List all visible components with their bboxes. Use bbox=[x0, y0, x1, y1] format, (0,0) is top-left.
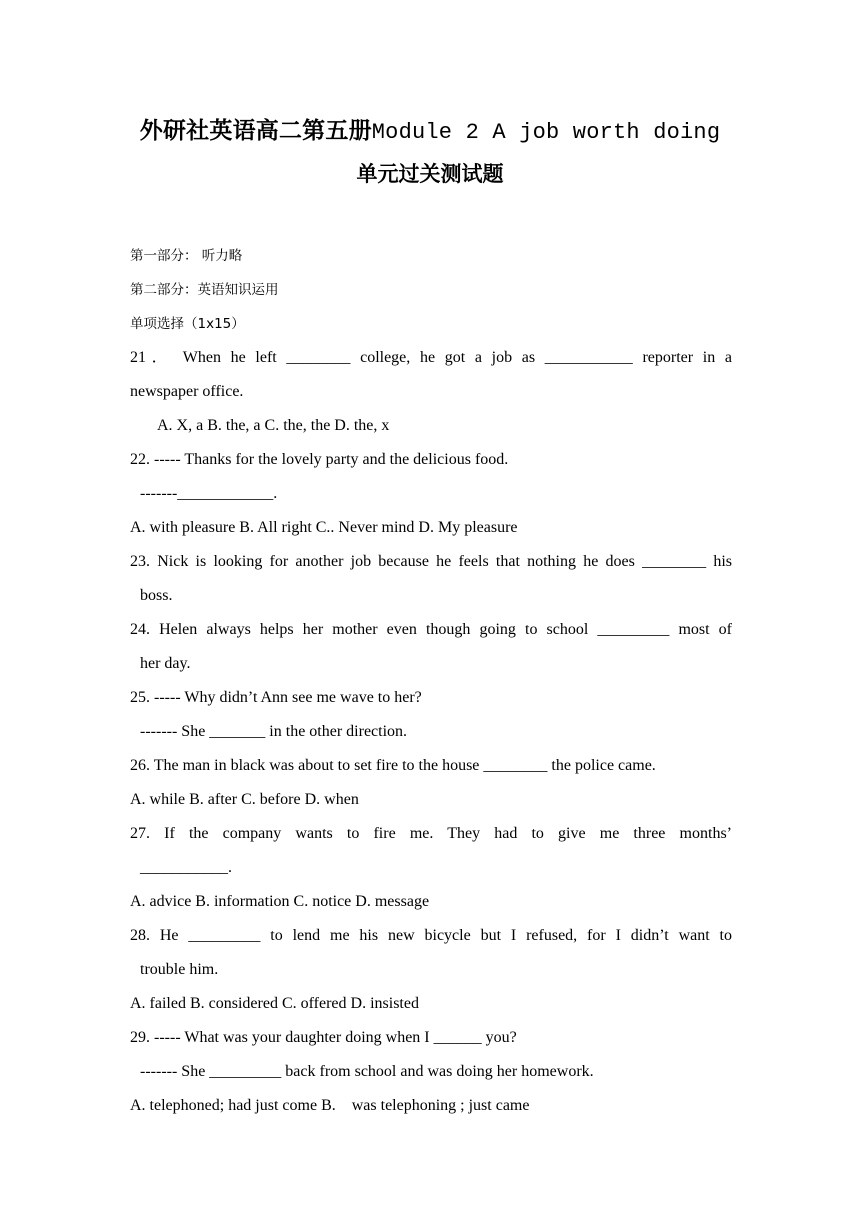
question-29-reply: ------- She _________ back from school and was doing her homework. bbox=[140, 1063, 594, 1080]
question-27-cont: ___________. bbox=[140, 859, 232, 876]
question-24-cont: her day. bbox=[140, 655, 191, 672]
section-single-choice: 单项选择（1x15） bbox=[130, 316, 245, 332]
question-29-options: A. telephoned; had just come B. was telephoning ; just came bbox=[130, 1097, 530, 1114]
question-26-options: A. while B. after C. before D. when bbox=[130, 791, 359, 808]
title-module: Module 2 A job worth doing bbox=[371, 120, 721, 145]
question-25: 25. ----- Why didn’t Ann see me wave to her? bbox=[130, 689, 422, 706]
question-21-cont: newspaper office. bbox=[130, 383, 244, 400]
question-28-options: A. failed B. considered C. offered D. insisted bbox=[130, 995, 419, 1012]
question-22: 22. ----- Thanks for the lovely party and the delicious food. bbox=[130, 451, 509, 468]
section-part1: 第一部分： 听力略 bbox=[130, 248, 243, 264]
document-subtitle: 单元过关测试题 bbox=[356, 162, 504, 186]
question-23: 23. Nick is looking for another job because he feels that nothing he does ________ his bbox=[130, 553, 732, 570]
question-24: 24. Helen always helps her mother even though going to school _________ most of bbox=[130, 621, 732, 638]
question-26: 26. The man in black was about to set fire to the house ________ the police came. bbox=[130, 757, 656, 774]
question-29: 29. ----- What was your daughter doing when I ______ you? bbox=[130, 1029, 517, 1046]
question-28-cont: trouble him. bbox=[140, 961, 219, 978]
question-22-options: A. with pleasure B. All right C.. Never mind D. My pleasure bbox=[130, 519, 518, 536]
question-22-reply: -------____________. bbox=[140, 485, 278, 502]
title-prefix: 外研社英语高二第五册 bbox=[139, 117, 372, 144]
question-25-reply: ------- She _______ in the other direction. bbox=[140, 723, 408, 740]
question-27-options: A. advice B. information C. notice D. message bbox=[130, 893, 430, 910]
section-part2: 第二部分：英语知识运用 bbox=[130, 282, 279, 298]
question-21-options: A. X, a B. the, a C. the, the D. the, x bbox=[157, 417, 390, 434]
question-21: 21． When he left ________ college, he got a job as ___________ reporter in a bbox=[130, 349, 732, 366]
document-title bbox=[0, 112, 860, 145]
question-23-cont: boss. bbox=[140, 587, 173, 604]
question-27: 27. If the company wants to fire me. They had to give me three months’ bbox=[130, 825, 732, 842]
question-28: 28. He _________ to lend me his new bicycle but I refused, for I didn’t want to bbox=[130, 927, 732, 944]
